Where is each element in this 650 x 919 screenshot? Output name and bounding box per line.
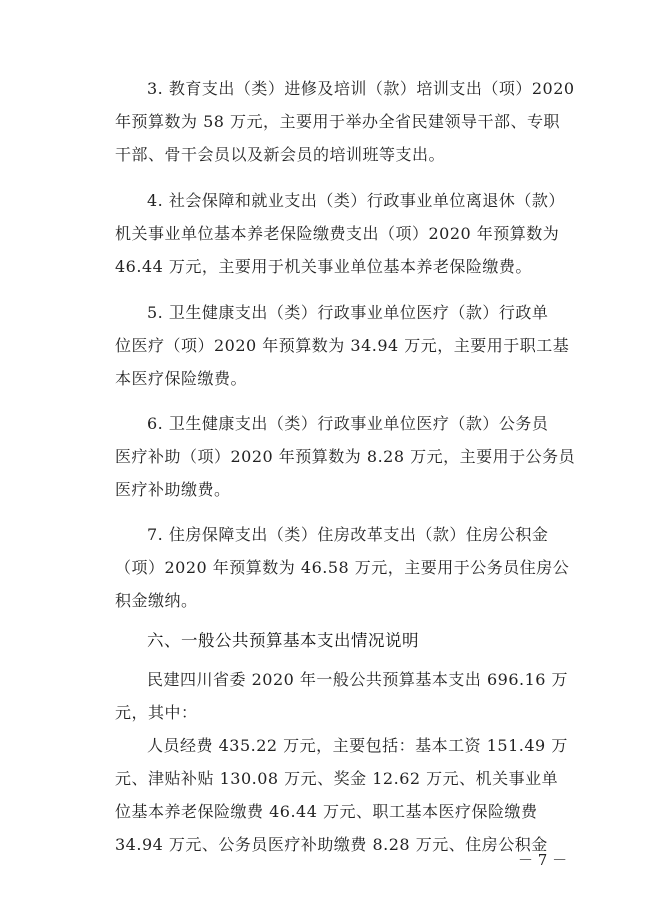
text-line: 6. 卫生健康支出（类）行政事业单位医疗（款）公务员 (147, 414, 549, 433)
budget-item-3 (115, 72, 575, 171)
text-line: 民建四川省委 2020 年一般公共预算基本支出 696.16 万 (147, 670, 569, 689)
personnel-expenditure-paragraph (115, 729, 575, 861)
text-line: 医疗补助缴费。 (115, 480, 231, 499)
text-line: 本医疗保险缴费。 (115, 369, 248, 388)
budget-item-6 (115, 407, 575, 506)
text-line: 干部、骨干会员以及新会员的培训班等支出。 (115, 145, 446, 164)
text-line: 位基本养老保险缴费 46.44 万元、职工基本医疗保险缴费 (115, 802, 538, 821)
text-line: 年预算数为 58 万元，主要用于举办全省民建领导干部、专职 (115, 112, 561, 131)
text-line: 元，其中： (115, 703, 198, 722)
text-line: 医疗补助（项）2020 年预算数为 8.28 万元，主要用于公务员 (115, 447, 576, 466)
text-line: 46.44 万元，主要用于机关事业单位基本养老保险缴费。 (115, 257, 532, 276)
text-line: 位医疗（项）2020 年预算数为 34.94 万元，主要用于职工基 (115, 336, 570, 355)
section-heading: 六、一般公共预算基本支出情况说明 (147, 631, 419, 650)
text-line: 元、津贴补贴 130.08 万元、奖金 12.62 万元、机关事业单 (115, 769, 559, 788)
text-line: 积金缴纳。 (115, 591, 198, 610)
text-line: 人员经费 435.22 万元，主要包括：基本工资 151.49 万 (147, 736, 568, 755)
text-line: 5. 卫生健康支出（类）行政事业单位医疗（款）行政单 (147, 303, 549, 322)
text-line: 34.94 万元、公务员医疗补助缴费 8.28 万元、住房公积金 (115, 835, 548, 854)
basic-expenditure-summary (115, 663, 575, 729)
page-number: － 7 － (518, 851, 568, 869)
text-line: 7. 住房保障支出（类）住房改革支出（款）住房公积金 (147, 525, 549, 544)
budget-item-5 (115, 296, 575, 395)
text-line: 4. 社会保障和就业支出（类）行政事业单位离退休（款） (147, 191, 565, 210)
budget-item-4 (115, 184, 575, 283)
text-line: 3. 教育支出（类）进修及培训（款）培训支出（项）2020 (147, 79, 575, 98)
budget-item-7 (115, 518, 575, 617)
text-line: 机关事业单位基本养老保险缴费支出（项）2020 年预算数为 (115, 224, 560, 243)
text-line: （项）2020 年预算数为 46.58 万元，主要用于公务员住房公 (115, 558, 570, 577)
